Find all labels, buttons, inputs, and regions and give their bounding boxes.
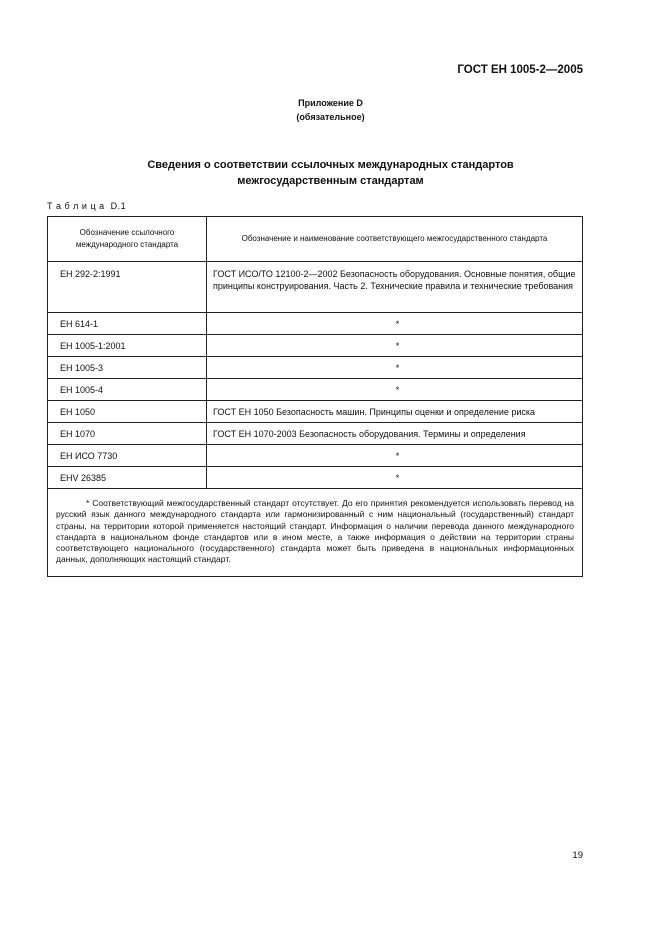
reference-code-cell: ЕН ИСО 7730 bbox=[48, 445, 207, 467]
table-row bbox=[48, 401, 583, 423]
table-row bbox=[48, 467, 583, 489]
interstate-standard-cell: * bbox=[207, 445, 583, 467]
section-title-line2: межгосударственным стандартам bbox=[237, 175, 424, 187]
table-row bbox=[48, 357, 583, 379]
table-note-row bbox=[48, 489, 583, 577]
table-label: Т а б л и ц а D.1 bbox=[47, 201, 127, 211]
interstate-standard-cell: * bbox=[207, 379, 583, 401]
interstate-standard-cell: ГОСТ ИСО/ТО 12100-2—2002 Безопасность оборудования. Основные понятия, общие принципы конструирования. Часть 2. Технические правила и технические требования bbox=[207, 262, 583, 313]
table-row bbox=[48, 335, 583, 357]
table-header-row bbox=[48, 217, 583, 262]
reference-code-cell: ЕН 1005-4 bbox=[48, 379, 207, 401]
section-title bbox=[0, 157, 661, 189]
column-header-interstate: Обозначение и наименование соответствующего межгосударственного стандарта bbox=[207, 217, 583, 262]
column-header-reference: Обозначение ссылочного международного стандарта bbox=[48, 217, 207, 262]
table-row bbox=[48, 313, 583, 335]
reference-code-cell: ЕН 1070 bbox=[48, 423, 207, 445]
interstate-standard-cell: * bbox=[207, 357, 583, 379]
reference-code-cell: ЕН 614-1 bbox=[48, 313, 207, 335]
table-row bbox=[48, 423, 583, 445]
reference-code-cell: ЕН 292-2:1991 bbox=[48, 262, 207, 313]
correspondence-table bbox=[47, 216, 583, 577]
interstate-standard-cell: ГОСТ ЕН 1070-2003 Безопасность оборудования. Термины и определения bbox=[207, 423, 583, 445]
annex-title: Приложение D bbox=[298, 98, 363, 108]
annex-heading bbox=[0, 96, 661, 124]
section-title-line1: Сведения о соответствии ссылочных международных стандартов bbox=[147, 159, 514, 171]
table-row bbox=[48, 379, 583, 401]
reference-code-cell: ЕН 1005-1:2001 bbox=[48, 335, 207, 357]
table-row bbox=[48, 262, 583, 313]
table-row bbox=[48, 445, 583, 467]
reference-code-cell: ЕН 1005-3 bbox=[48, 357, 207, 379]
interstate-standard-cell: * bbox=[207, 335, 583, 357]
reference-code-cell: EHV 26385 bbox=[48, 467, 207, 489]
interstate-standard-cell: ГОСТ ЕН 1050 Безопасность машин. Принципы оценки и определение риска bbox=[207, 401, 583, 423]
table-footnote: * Соответствующий межгосударственный стандарт отсутствует. До его принятия рекомендуется использовать перевод на русский язык данного международного стандарта или гармонизированный с ним национальный (государственный) стандарт страны, на территории которой применяется настоящий стандарт. Информация о наличии перевода данного международного стандарта в национальном фонде стандартов или в ином месте, а также информация о действии на территории страны соответствующего национального (государственного) стандарта может быть приведена в национальных информационных данных, дополняющих настоящий стандарт. bbox=[48, 489, 583, 577]
interstate-standard-cell: * bbox=[207, 467, 583, 489]
page-number: 19 bbox=[572, 850, 583, 861]
document-code: ГОСТ ЕН 1005-2—2005 bbox=[457, 64, 583, 76]
reference-code-cell: ЕН 1050 bbox=[48, 401, 207, 423]
interstate-standard-cell: * bbox=[207, 313, 583, 335]
annex-status: (обязательное) bbox=[296, 112, 365, 122]
